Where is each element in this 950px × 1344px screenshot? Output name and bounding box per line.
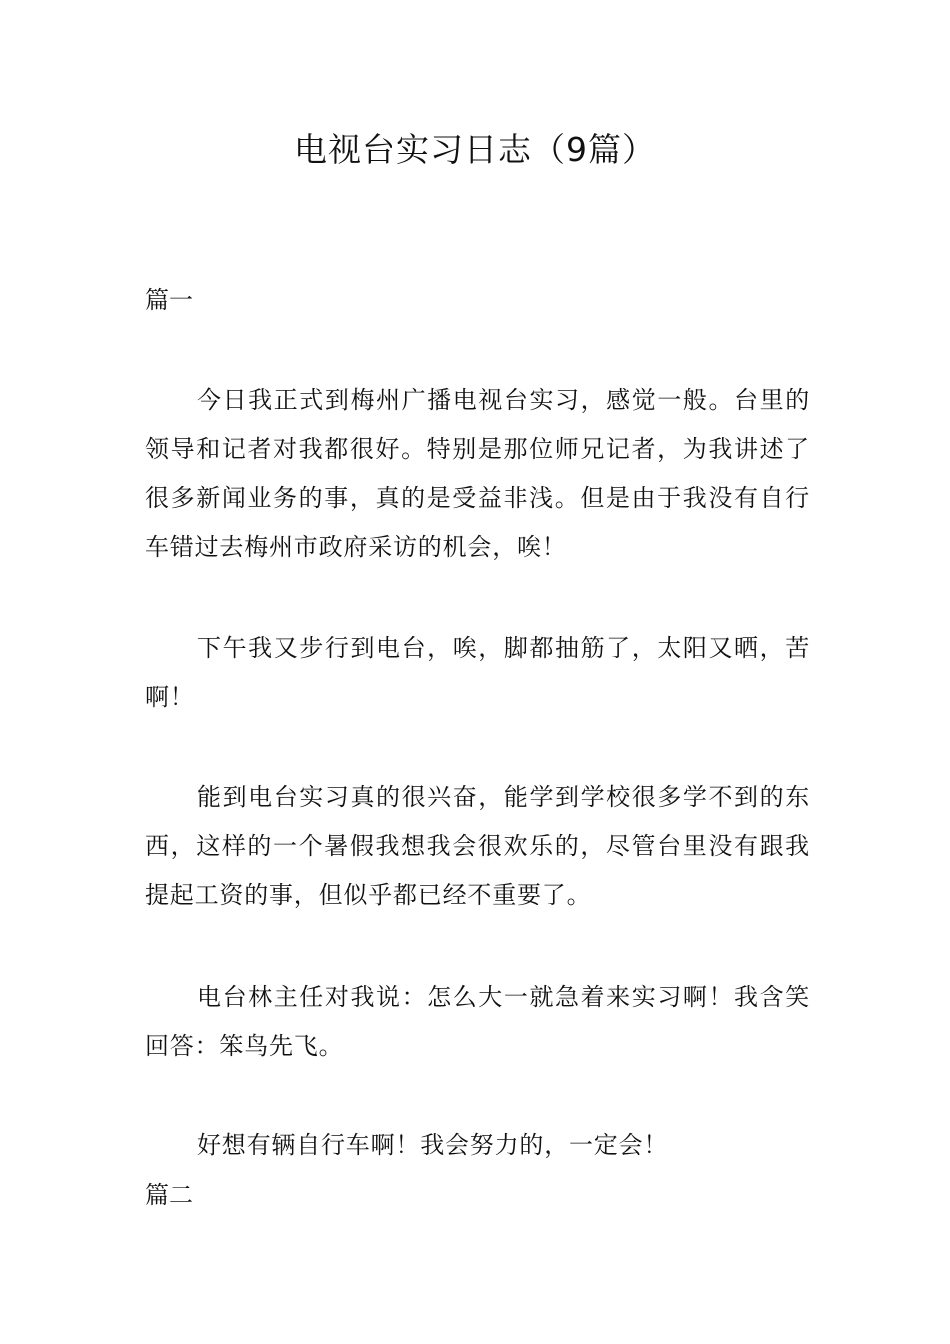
section-heading-2: 篇二 <box>145 1181 193 1209</box>
paragraph-3: 能到电台实习真的很兴奋，能学到学校很多学不到的东西，这样的一个暑假我想我会很欢乐的，尽管台里没有跟我提起工资的事，但似乎都已经不重要了。 <box>145 783 810 909</box>
document-title: 电视台实习日志（9篇） <box>294 130 656 169</box>
paragraph-5: 好想有辆自行车啊！我会努力的，一定会！ <box>197 1131 669 1159</box>
section-heading-1: 篇一 <box>145 286 193 314</box>
paragraph-4: 电台林主任对我说：怎么大一就急着来实习啊！我含笑回答：笨鸟先飞。 <box>145 983 810 1060</box>
paragraph-1: 今日我正式到梅州广播电视台实习，感觉一般。台里的领导和记者对我都很好。特别是那位师兄记者，为我讲述了很多新闻业务的事，真的是受益非浅。但是由于我没有自行车错过去梅州市政府采访的机会，唉！ <box>145 386 810 561</box>
paragraph-2: 下午我又步行到电台，唉，脚都抽筋了，太阳又晒，苦啊！ <box>145 634 810 711</box>
